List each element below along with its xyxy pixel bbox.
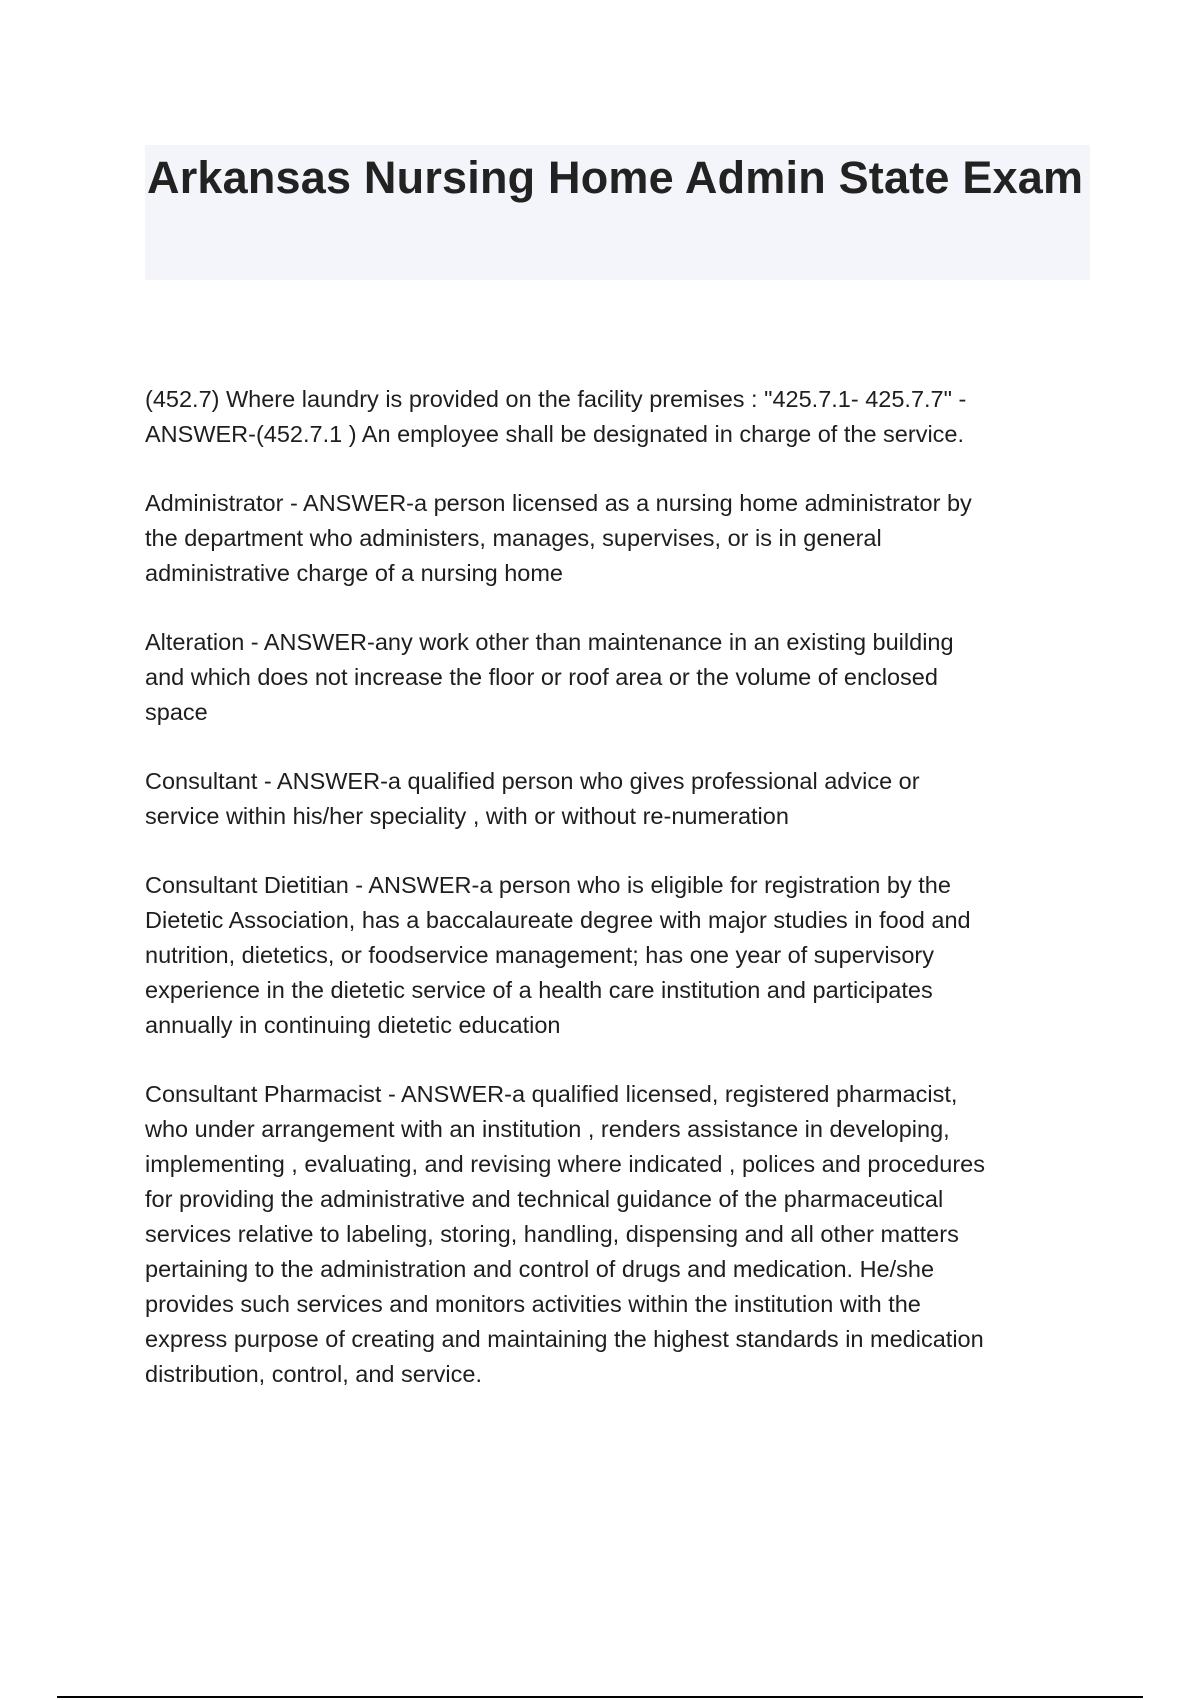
title-banner [145,145,1090,280]
qa-entry-alteration: Alteration - ANSWER-any work other than maintenance in an existing building and which does not increase the floor or roof area or the volume of enclosed space [145,629,954,725]
qa-entries [145,382,1090,1426]
qa-entry-consultant-dietitian: Consultant Dietitian - ANSWER-a person who is eligible for registration by the Dietetic Association, has a baccalaureate degree with major studies in food and nutrition, dietetics, or foodservice management; has one year of supervisory experience in the dietetic service of a health care institution and participates annually in continuing dietetic education [145,872,971,1038]
qa-entry-consultant-pharmacist: Consultant Pharmacist - ANSWER-a qualified licensed, registered pharmacist, who under arrangement with an institution , renders assistance in developing, implementing , evaluating, and revising where indicated , polices and procedures for providing the administrative and technical guidance of the pharmaceutical services relative to labeling, storing, handling, dispensing and all other matters pertaining to the administration and control of drugs and medication. He/she provides such services and monitors activities within the institution with the express purpose of creating and maintaining the highest standards in medication distribution, control, and service. [145,1081,985,1387]
qa-entry-consultant: Consultant - ANSWER-a qualified person who gives professional advice or service within his/her speciality , with or without re-numeration [145,768,920,829]
document-title: Arkansas Nursing Home Admin State Exam [147,152,1084,203]
qa-entry-administrator: Administrator - ANSWER-a person licensed as a nursing home administrator by the department who administers, manages, supervises, or is in general administrative charge of a nursing home [145,490,972,586]
qa-entry-laundry: (452.7) Where laundry is provided on the facility premises : "425.7.1- 425.7.7" - ANSWER-(452.7.1 ) An employee shall be designated in charge of the service. [145,386,967,447]
page-bottom-rule [57,1696,1143,1698]
